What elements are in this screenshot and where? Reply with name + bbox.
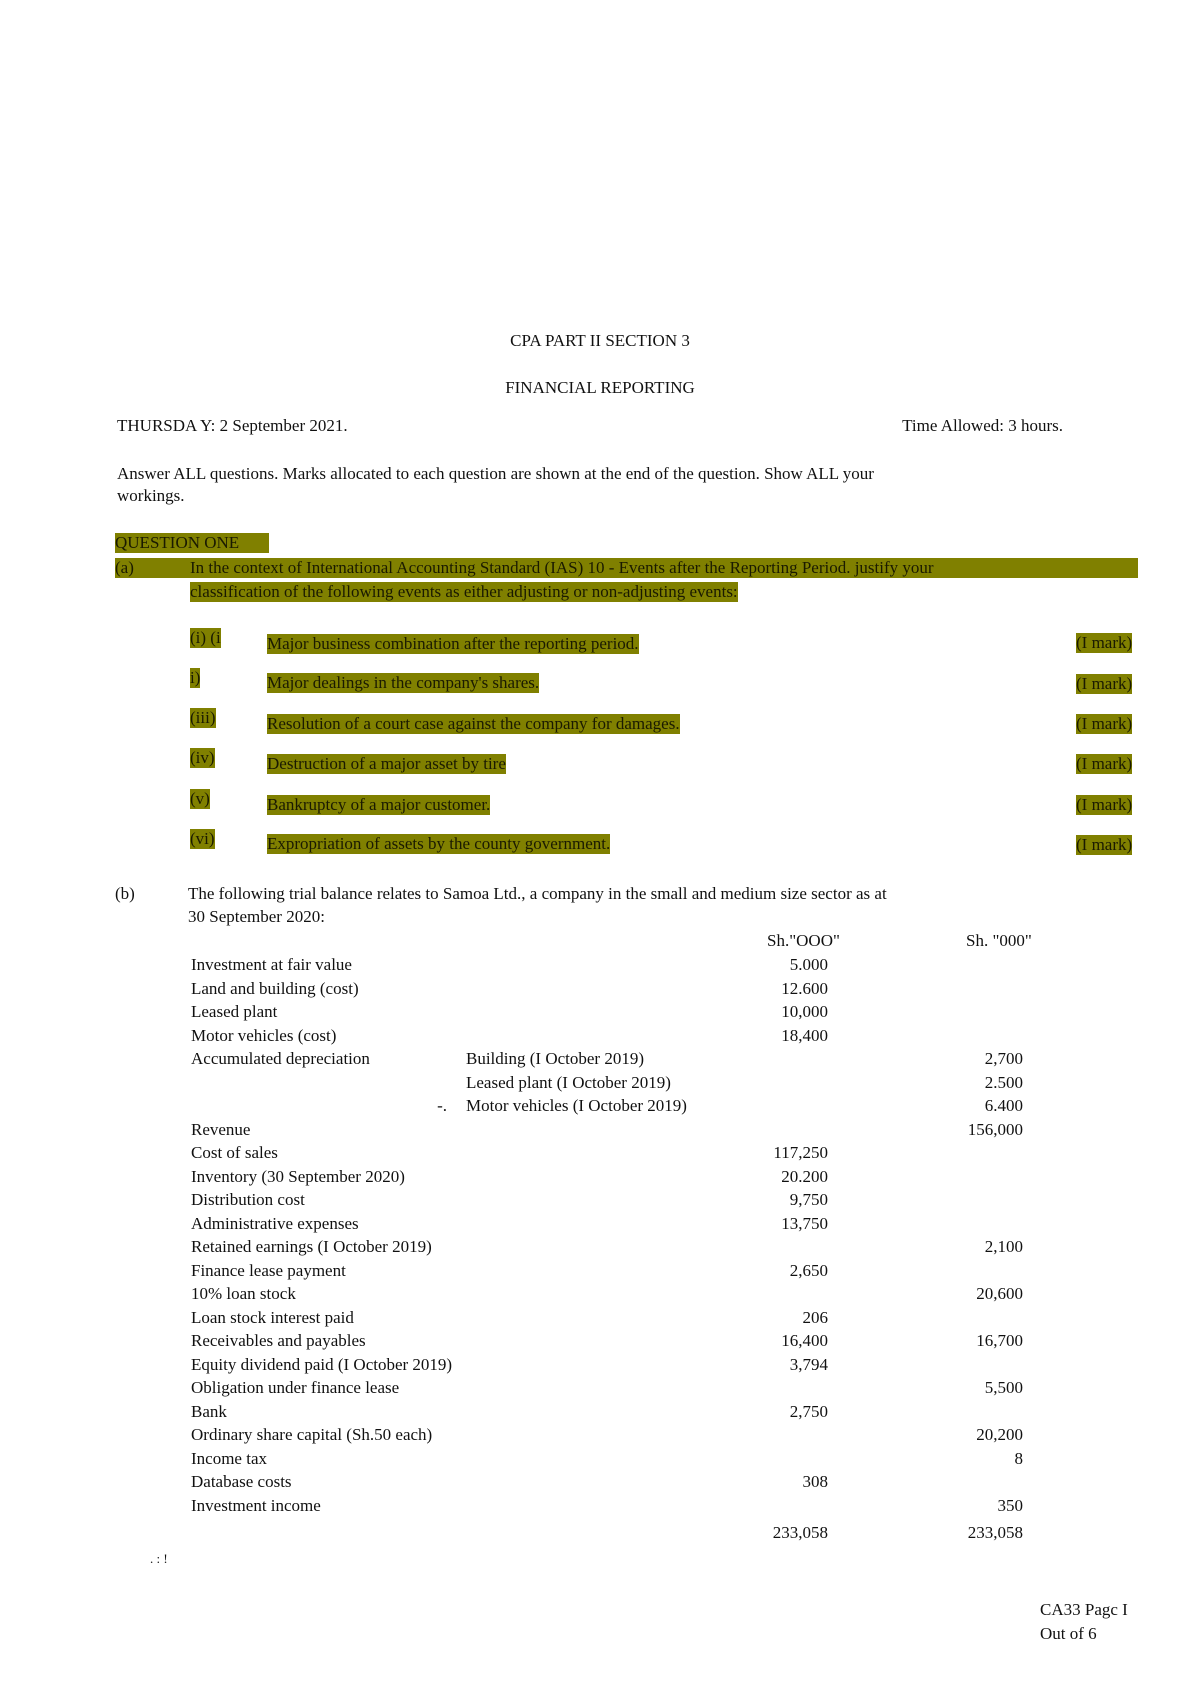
item-marks: (I mark) <box>1076 795 1133 814</box>
page-count: Out of 6 <box>1040 1624 1097 1643</box>
account-name: Leased plant <box>191 1002 278 1021</box>
item-number: (iv) <box>190 748 215 767</box>
account-subitem: Motor vehicles (I October 2019) <box>466 1096 687 1115</box>
item-marks: (I mark) <box>1076 754 1133 773</box>
trial-balance-row <box>0 1190 1200 1213</box>
account-name: Investment income <box>191 1495 321 1515</box>
account-name: Accumulated depreciation <box>191 1049 370 1068</box>
exam-date: THURSDA Y: 2 September 2021. <box>117 416 348 435</box>
account-name: Finance lease payment <box>191 1260 346 1280</box>
trial-balance-row <box>0 955 1200 978</box>
instructions-line-2: workings. <box>117 486 185 505</box>
item-text: Major business combination after the reporting period. <box>267 634 639 653</box>
item-text: Resolution of a court case against the company for damages. <box>267 714 680 733</box>
debit-amount: 2,650 <box>789 1260 828 1280</box>
account-name: Distribution cost <box>191 1190 305 1209</box>
credit-amount: 156,000 <box>967 1119 1023 1139</box>
debit-amount: 117,250 <box>773 1143 828 1162</box>
item-number: i) <box>190 668 201 687</box>
account-subitem: Building (I October 2019) <box>466 1049 644 1068</box>
account-name: Retained earnings (I October 2019) <box>191 1237 432 1256</box>
account-name: Revenue <box>191 1119 251 1139</box>
account-name: Equity dividend paid (I October 2019) <box>191 1354 453 1374</box>
credit-amount: 2,700 <box>984 1049 1023 1068</box>
account-name: Cost of sales <box>191 1143 278 1162</box>
trial-balance-row <box>0 1425 1200 1448</box>
account-name: Ordinary share capital (Sh.50 each) <box>191 1425 433 1444</box>
trial-balance-total-row <box>0 1523 1200 1546</box>
credit-amount: 350 <box>997 1495 1023 1515</box>
stray-marks: . : ! <box>150 1551 168 1566</box>
account-name: -. <box>437 1096 447 1115</box>
credit-amount: 2,100 <box>984 1237 1023 1256</box>
credit-amount: 233,058 <box>967 1523 1023 1542</box>
credit-amount: 2.500 <box>984 1072 1023 1092</box>
item-text: Expropriation of assets by the county government. <box>267 834 611 853</box>
account-name: Inventory (30 September 2020) <box>191 1166 405 1186</box>
trial-balance-row <box>0 1378 1200 1401</box>
trial-balance-row <box>0 1331 1200 1354</box>
credit-column-header: Sh. "000" <box>966 931 1032 950</box>
trial-balance-row <box>0 1308 1200 1331</box>
debit-amount: 233,058 <box>772 1523 828 1542</box>
item-text: Destruction of a major asset by tire <box>267 754 506 773</box>
item-number: (vi) <box>190 829 215 848</box>
trial-balance-row <box>0 1284 1200 1307</box>
account-name: Bank <box>191 1401 227 1421</box>
exam-title: CPA PART II SECTION 3 <box>510 331 690 350</box>
item-marks: (I mark) <box>1076 835 1133 854</box>
debit-amount: 18,400 <box>781 1025 828 1045</box>
trial-balance-row <box>0 1167 1200 1190</box>
account-name: Administrative expenses <box>191 1213 359 1233</box>
trial-balance-row <box>0 1237 1200 1260</box>
item-text: Bankruptcy of a major customer. <box>267 795 491 814</box>
paper-title: FINANCIAL REPORTING <box>505 378 695 397</box>
debit-amount: 20.200 <box>781 1166 828 1186</box>
trial-balance-row <box>0 1096 1200 1119</box>
part-a-text-line-2: classification of the following events as either adjusting or non-adjusting events: <box>190 582 738 601</box>
trial-balance-row <box>0 1261 1200 1284</box>
debit-amount: 10,000 <box>781 1002 828 1021</box>
item-marks: (I mark) <box>1076 674 1133 693</box>
credit-amount: 16,700 <box>976 1331 1023 1350</box>
item-number: (iii) <box>190 708 216 727</box>
part-a-text-line-1: In the context of International Accounting Standard (IAS) 10 - Events after the Reporting Period. justify your <box>190 558 1138 578</box>
part-a-label: (a) <box>115 558 190 578</box>
item-number: (i) (i <box>190 628 221 647</box>
item-text: Major dealings in the company's shares. <box>267 673 540 692</box>
trial-balance-row <box>0 1402 1200 1425</box>
account-subitem: Leased plant (I October 2019) <box>466 1072 671 1092</box>
account-name: 10% loan stock <box>191 1284 296 1303</box>
debit-column-header: Sh."OOO" <box>767 931 840 950</box>
debit-amount: 2,750 <box>789 1401 828 1421</box>
credit-amount: 8 <box>1014 1448 1023 1468</box>
debit-amount: 9,750 <box>789 1190 828 1209</box>
trial-balance-row <box>0 1143 1200 1166</box>
debit-amount: 308 <box>802 1472 828 1491</box>
account-name: Investment at fair value <box>191 955 352 974</box>
account-name: Motor vehicles (cost) <box>191 1025 337 1045</box>
part-b-text-line-1: The following trial balance relates to Samoa Ltd., a company in the small and medium size sector as at <box>188 884 887 903</box>
trial-balance-row <box>0 1355 1200 1378</box>
account-name: Loan stock interest paid <box>191 1307 354 1327</box>
debit-amount: 3,794 <box>789 1354 828 1374</box>
account-name: Receivables and payables <box>191 1331 366 1350</box>
credit-amount: 20,600 <box>976 1284 1023 1303</box>
debit-amount: 16,400 <box>781 1331 828 1350</box>
item-number: (v) <box>190 789 210 808</box>
account-name: Database costs <box>191 1472 292 1491</box>
time-allowed: Time Allowed: 3 hours. <box>902 416 1063 435</box>
trial-balance-row <box>0 1073 1200 1096</box>
account-name: Obligation under finance lease <box>191 1378 400 1397</box>
credit-amount: 20,200 <box>976 1425 1023 1444</box>
credit-amount: 6.400 <box>984 1096 1023 1115</box>
page-number: CA33 Pagc I <box>1040 1600 1128 1619</box>
item-marks: (I mark) <box>1076 633 1133 652</box>
trial-balance-row <box>0 1472 1200 1495</box>
trial-balance-row <box>0 1026 1200 1049</box>
debit-amount: 13,750 <box>781 1213 828 1233</box>
trial-balance-row <box>0 1449 1200 1472</box>
trial-balance-row <box>0 979 1200 1002</box>
instructions-line-1: Answer ALL questions. Marks allocated to each question are shown at the end of the question. Show ALL your <box>117 464 874 483</box>
trial-balance-row <box>0 1214 1200 1237</box>
debit-amount: 12.600 <box>781 978 828 998</box>
trial-balance-row <box>0 1002 1200 1025</box>
account-name: Land and building (cost) <box>191 978 359 998</box>
trial-balance-row <box>0 1496 1200 1519</box>
credit-amount: 5,500 <box>984 1378 1023 1397</box>
trial-balance-row <box>0 1120 1200 1143</box>
trial-balance-row <box>0 1049 1200 1072</box>
part-b-text-line-2: 30 September 2020: <box>188 907 325 926</box>
debit-amount: 5.000 <box>789 955 828 974</box>
part-b-label: (b) <box>115 884 135 903</box>
debit-amount: 206 <box>802 1307 828 1327</box>
item-marks: (I mark) <box>1076 714 1133 733</box>
account-name: Income tax <box>191 1448 267 1468</box>
question-title: QUESTION ONE <box>115 533 269 553</box>
